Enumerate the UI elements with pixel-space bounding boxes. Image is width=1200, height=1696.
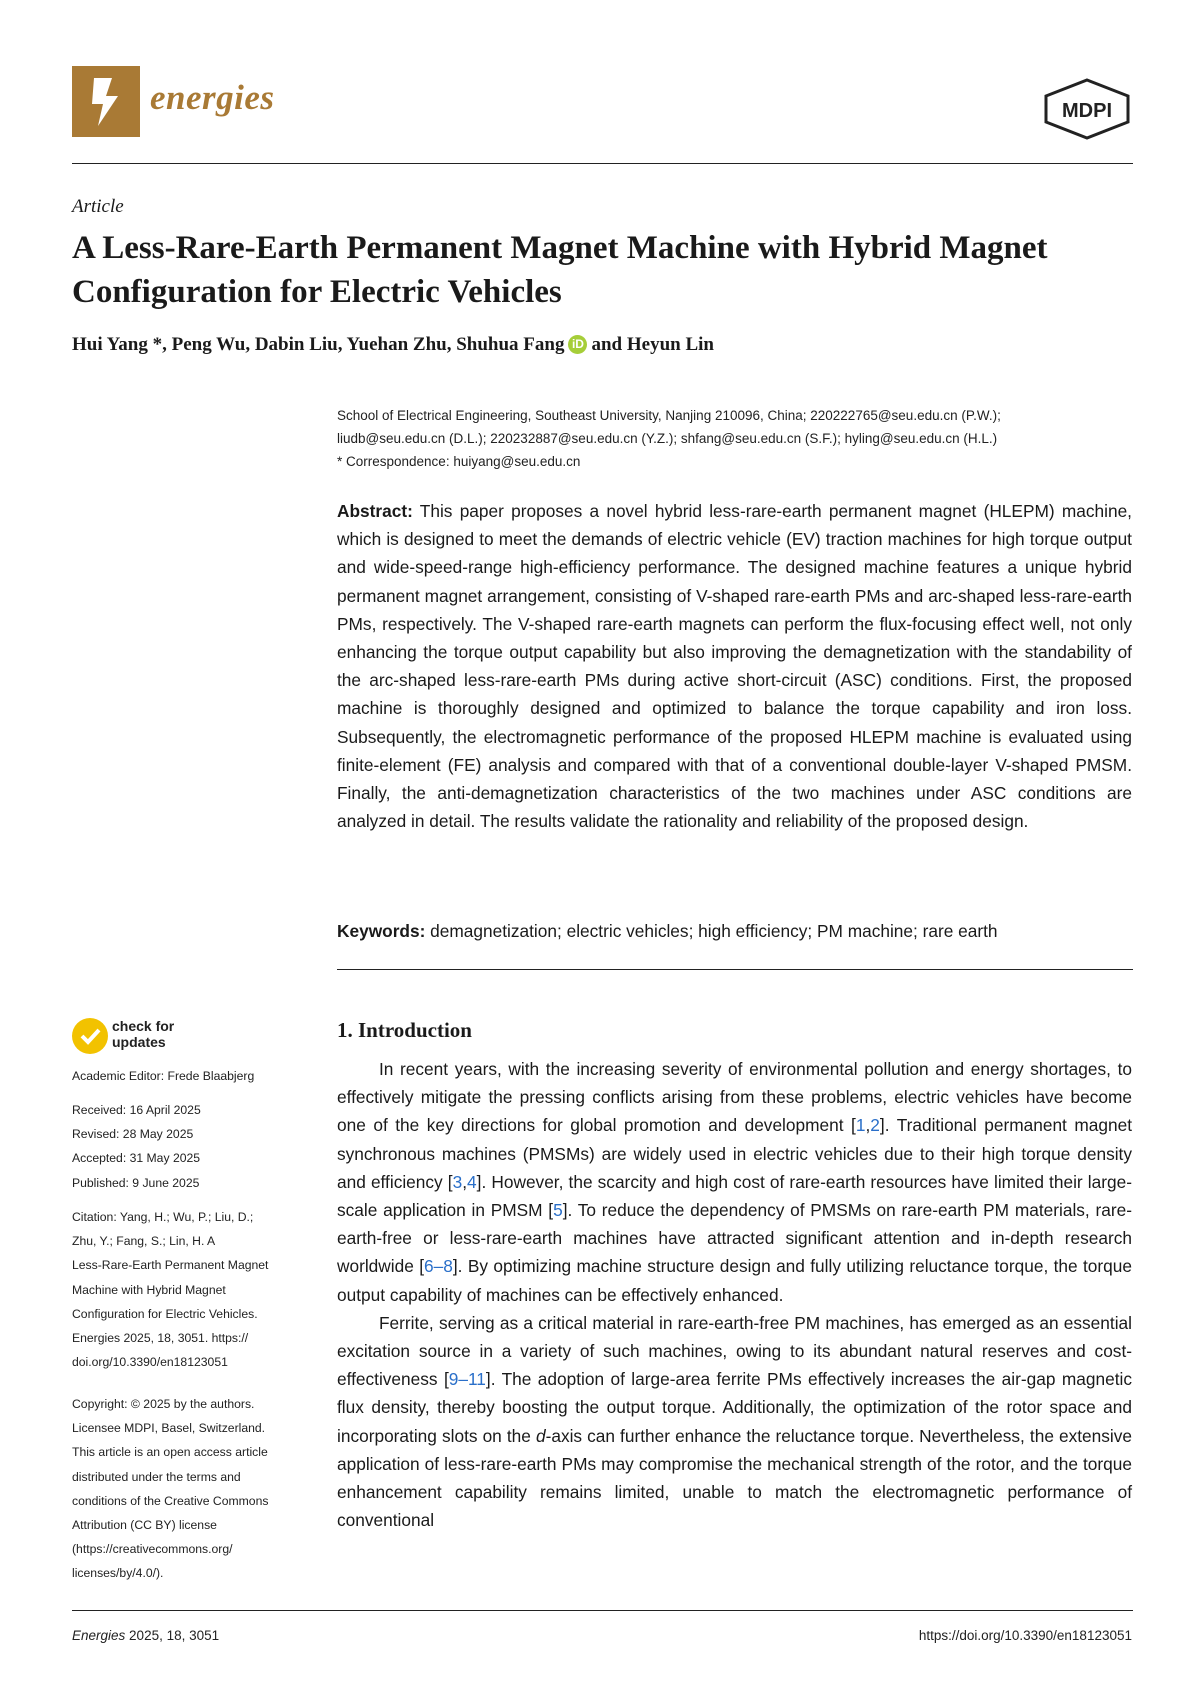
license-link[interactable]: (https://creativecommons.org/ — [72, 1542, 233, 1557]
citation-link[interactable]: 1 — [855, 1115, 866, 1136]
copyright-line: Licensee MDPI, Basel, Switzerland. — [72, 1421, 266, 1436]
keywords — [337, 917, 1132, 945]
check-for-updates-button[interactable] — [112, 1018, 174, 1050]
citation-link[interactable]: 6–8 — [424, 1256, 453, 1277]
citation-link[interactable]: 5 — [553, 1200, 563, 1221]
page-title: A Less-Rare-Earth Permanent Magnet Machine with Hybrid Magnet Configuration for Electric Vehicles — [72, 230, 1048, 310]
affiliation-line: School of Electrical Engineering, Southeast University, Nanjing 210096, China; 220222765@seu.edu.cn (P.W.); — [337, 408, 1001, 423]
academic-editor: Academic Editor: Frede Blaabjerg — [72, 1069, 255, 1083]
introduction-body — [337, 1055, 1132, 1534]
journal-logo — [72, 66, 140, 137]
text-run: -axis can further enhance the reluctance torque. Nevertheless, the extensive application of less-rare-earth PMs may compromise the mechanical strength of the rotor, and the torque enhancement capability remains limited, unable to match the electromagnetic performance of conventional — [337, 1425, 1132, 1531]
keywords-text: demagnetization; electric vehicles; high efficiency; PM machine; rare earth — [430, 921, 998, 941]
text-run: Ferrite, serving as a critical material in rare-earth-free PM machines, has emerged as an essential excitation source in a variety of such machines, owing to its abundant natural reserves and cost-effectiveness [ — [337, 1312, 1132, 1390]
copyright-line: distributed under the terms and — [72, 1469, 241, 1484]
accepted-date: Accepted: 31 May 2025 — [72, 1151, 201, 1166]
text-run: ]. By optimizing machine structure design and fully utilizing reluctance torque, the torque output capability of machines can be effectively enhanced. — [337, 1256, 1132, 1305]
published-date: Published: 9 June 2025 — [72, 1175, 200, 1190]
text-run: ]. To reduce the dependency of PMSMs on rare-earth PM materials, rare-earth-free or less-rare-earth machines have attracted significant attention and in-depth research worldwide [ — [337, 1200, 1132, 1277]
section-heading: 1. Introduction — [337, 1018, 472, 1042]
citation-line: Configuration for Electric Vehicles. — [72, 1306, 258, 1321]
italic-symbol: d — [535, 1425, 546, 1446]
abstract-text: This paper proposes a novel hybrid less-rare-earth permanent magnet (HLEPM) machine, which is designed to meet the demands of electric vehicle (EV) traction machines for high torque output and wide-speed-range high-efficiency performance. The designed machine features a unique hybrid permanent magnet arrangement, consisting of V-shaped rare-earth PMs and arc-shaped less-rare-earth PMs, respectively. The V-shaped rare-earth magnets can perform the flux-focusing effect well, not only enhancing the torque output capability but also improving the demagnetization with the standability of the arc-shaped less-rare-earth PMs during active short-circuit (ASC) conditions. First, the proposed machine is thoroughly designed and optimized to balance the torque capability and iron loss. Subsequently, the electromagnetic performance of the proposed HLEPM machine is evaluated using finite-element (FE) analysis and compared with that of a conventional double-layer V-shaped PMSM. Finally, the anti-demagnetization characteristics of the two machines under ASC conditions are analyzed in detail. The results validate the rationality and reliability of the proposed design. — [337, 501, 1132, 832]
copyright-line: Attribution (CC BY) license — [72, 1518, 217, 1533]
text-run: ]. However, the scarcity and high cost of rare-earth resources have limited their large-scale application in PMSM [ — [337, 1171, 1132, 1221]
citation-link[interactable]: 9–11 — [448, 1369, 486, 1390]
citation-line: Citation: Yang, H.; Wu, P.; Liu, D.; — [72, 1210, 254, 1224]
citation-link[interactable]: 3 — [452, 1171, 463, 1192]
citation-line: Energies 2025, 18, 3051. https:// — [72, 1331, 249, 1346]
citation-link[interactable]: 2 — [870, 1115, 880, 1136]
text-run: In recent years, with the increasing severity of environmental pollution and energy shortages, to effectively mitigate the pressing conflicts arising from these problems, electric vehicles have become one of the key directions for global promotion and development [ — [337, 1059, 1132, 1136]
correspondence: * Correspondence: huiyang@seu.edu.cn — [337, 454, 581, 469]
mdpi-logo — [1042, 78, 1132, 140]
abstract — [337, 497, 1132, 835]
dates — [72, 1098, 302, 1195]
received-date: Received: 16 April 2025 — [72, 1103, 201, 1117]
footer-rule — [72, 1610, 1133, 1611]
author-list — [72, 334, 714, 356]
citation-doi-link[interactable]: doi.org/10.3390/en18123051 — [72, 1355, 228, 1370]
article-type: Article — [72, 196, 124, 217]
citation-link[interactable]: 4 — [467, 1171, 477, 1192]
footer-citation — [72, 1628, 219, 1643]
authors-text-last: and Heyun Lin — [591, 334, 714, 355]
check-for-updates-icon[interactable] — [72, 1018, 108, 1054]
lightning-icon — [72, 66, 140, 137]
abstract-rule — [337, 969, 1133, 970]
citation-line: Machine with Hybrid Magnet — [72, 1282, 226, 1297]
authors-text: Hui Yang *, Peng Wu, Dabin Liu, Yuehan Zhu, Shuhua Fang — [72, 334, 565, 355]
copyright-line: conditions of the Creative Commons — [72, 1493, 269, 1508]
revised-date: Revised: 28 May 2025 — [72, 1127, 194, 1142]
check-updates-line: updates — [112, 1034, 166, 1050]
journal-name: energies — [150, 78, 275, 117]
text-run: ]. The adoption of large-area ferrite PMs effectively increases the air-gap magnetic flux density, thereby boosting the output torque. Additionally, the optimization of the rotor space and incorporating slots on the — [337, 1369, 1132, 1446]
citation — [72, 1205, 302, 1374]
header-rule — [72, 163, 1133, 164]
orcid-icon[interactable]: iD — [568, 335, 587, 354]
copyright — [72, 1392, 302, 1586]
keywords-label: Keywords: — [337, 921, 426, 941]
footer-doi-link[interactable]: https://doi.org/10.3390/en18123051 — [918, 1628, 1132, 1643]
affiliations — [337, 404, 1137, 473]
paragraph: In recent years, with the increasing severity of environmental pollution and energy shortages, to effectively mitigate the pressing conflicts arising from these problems, electric vehicles have become one of the key directions for global promotion and development [1,2]. Traditional permanent magnet synchronous machines (PMSMs) are widely used in electric vehicles due to their high torque density and efficiency [3,4]. However, the scarcity and high cost of rare-earth resources have limited their large-scale application in PMSM [5]. To reduce the dependency of PMSMs on rare-earth PM materials, rare-earth-free or less-rare-earth machines have attracted significant attention and in-depth research worldwide [6–8]. By optimizing machine structure design and fully utilizing reluctance torque, the torque output capability of machines can be effectively enhanced. — [337, 1059, 1132, 1305]
abstract-label: Abstract: — [337, 501, 413, 521]
copyright-line: This article is an open access article — [72, 1445, 268, 1460]
citation-line: Less-Rare-Earth Permanent Magnet — [72, 1258, 269, 1273]
copyright-line: Copyright: © 2025 by the authors. — [72, 1397, 255, 1411]
citation-line: Zhu, Y.; Fang, S.; Lin, H. A — [72, 1234, 216, 1249]
license-link[interactable]: licenses/by/4.0/). — [72, 1566, 164, 1581]
check-updates-line: check for — [112, 1018, 175, 1034]
footer-journal: Energies — [72, 1628, 126, 1643]
text-run: ]. Traditional permanent magnet synchronous machines (PMSMs) are widely used in electric vehicles due to their high torque density and efficiency [ — [337, 1115, 1132, 1192]
affiliation-line: liudb@seu.edu.cn (D.L.); 220232887@seu.edu.cn (Y.Z.); shfang@seu.edu.cn (S.F.); hyling@seu.edu.cn (H.L.) — [337, 431, 998, 446]
publisher-name: MDPI — [1062, 100, 1112, 122]
footer-volume: 2025, 18, 3051 — [125, 1628, 220, 1643]
paragraph — [337, 1309, 1132, 1535]
